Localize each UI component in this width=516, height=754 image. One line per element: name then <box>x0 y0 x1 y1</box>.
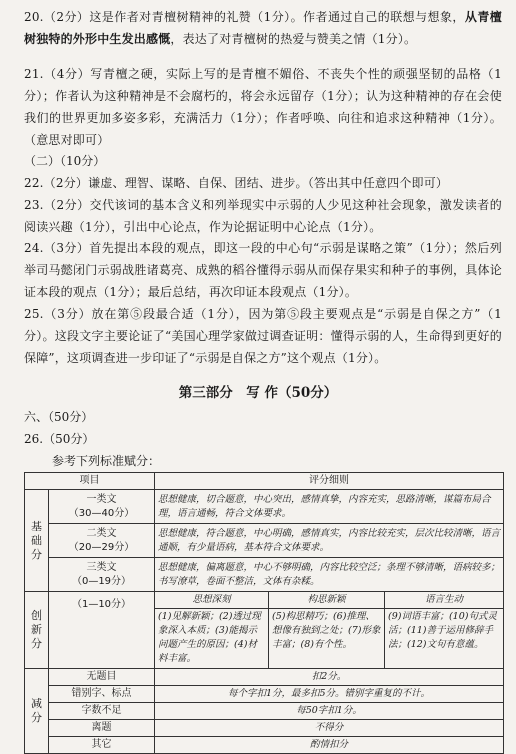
rubric-deduct-row <box>25 720 504 737</box>
creative-head: 思想深刻 <box>155 592 269 609</box>
answer-q20-head: 20.（2分）这是作者对青檀树精神的礼赞（1分）。作者通过自己的联想与想象， <box>24 10 465 24</box>
rubric-deduct-row <box>25 737 504 754</box>
deduct-rule: 每50字扣1分。 <box>155 703 504 720</box>
question-26: 26.（50分） <box>24 432 95 446</box>
rubric-deduct-label: 减分 <box>25 669 49 754</box>
answer-q22: 22.（2分）谦虚、理智、谋略、自保、团结、进步。（答出其中任意四个即可） <box>24 176 449 190</box>
rubric-creative-head-row <box>25 592 504 609</box>
answer-q21: 21.（4分）写青檀之硬，实际上写的是青檀不媚俗、不丧失个性的顽强坚韧的品格（1分）；作者认为这种精神是不会腐朽的，将会永远留存（1分）；认为这种精神的存在会使我们的世界更加多姿多彩，充满活力（1分）；作者呼唤、向往和追求这种精神（1分）。（意思对即可） <box>24 67 502 147</box>
rubric-deduct-row <box>25 703 504 720</box>
answer-q24: 24.（3分）首先提出本段的观点，即这一段的中心句“示弱是谋略之策”（1分）；然后列举司马懿闭门示弱战胜诸葛亮、成熟的稻谷懂得示弱从而保存果实和种子的事例，具体论证本段的观点（1分）；最后总结，再次印证本段观点（1分）。 <box>24 241 502 299</box>
answer-q20 <box>24 6 502 50</box>
grade-detail: 思想健康，切合题意，中心突出，感情真挚，内容充实，思路清晰，谋篇布局合理，语言通畅，符合文体要求。 <box>155 490 504 524</box>
rubric-basic-label: 基础分 <box>25 490 49 592</box>
grade-range: （20—29分） <box>68 541 135 553</box>
rubric-grade-cell <box>49 490 155 524</box>
deduct-item: 字数不足 <box>49 703 155 720</box>
rubric-deduct-row <box>25 686 504 703</box>
rubric-grade-cell <box>49 558 155 592</box>
rubric-header-row <box>25 473 504 490</box>
answer-q23: 23.（2分）交代该词的基本含义和列举现实中示弱的人少见这种社会现象，激发读者的阅读兴趣（1分），引出中心论点，作为论据证明中心论点（1分）。 <box>24 198 502 234</box>
grade-range: （0—19分） <box>71 575 132 587</box>
answer-q25: 25.（3分）放在第⑤段最合适（1分），因为第⑤段主要观点是“示弱是自保之方”（1分）。这段文字主要论证了“美国心理学家做过调查证明：懂得示弱的人，生命得到更好的保障”，这项调查进一步印证了“示弱是自保之方”这个观点（1分）。 <box>24 307 502 365</box>
answer-q20-tail: ，表达了对青檀树的热爱与赞美之情（1分）。 <box>170 32 417 46</box>
rubric-basic-row <box>25 524 504 558</box>
grade-detail: 思想健康，偏离题意，中心不够明确，内容比较空泛；条理不够清晰，语病较多；书写潦草，卷面不整洁，文体有杂糅。 <box>155 558 504 592</box>
section-2-title: （二）（10分） <box>24 154 106 168</box>
grade-name: 一类文 <box>86 493 117 505</box>
rubric-intro: 参考下列标准赋分： <box>52 454 161 468</box>
rubric-basic-row <box>25 558 504 592</box>
rubric-creative-label: 创新分 <box>25 592 49 669</box>
deduct-rule: 扣2分。 <box>155 669 504 686</box>
answer-q20-bold: 从青檀树独特的外形中生发出感慨 <box>24 10 502 46</box>
creative-head: 构思新颖 <box>269 592 385 609</box>
grade-name: 三类文 <box>86 561 117 573</box>
deduct-rule: 不得分 <box>155 720 504 737</box>
grade-range: （30—40分） <box>68 507 135 519</box>
creative-item: (9)词语丰富；(10)句式灵活；(11)善于运用修辞手法；(12)文句有意蕴。 <box>385 609 504 669</box>
rubric-header-item: 项目 <box>25 473 155 490</box>
deduct-rule: 每个字扣1分，最多扣5分。错别字重复的不计。 <box>155 686 504 703</box>
grade-detail: 思想健康，符合题意，中心明确，感情真实，内容比较充实，层次比较清晰，语言通顺，有少量语病，基本符合文体要求。 <box>155 524 504 558</box>
grade-name: 二类文 <box>86 527 117 539</box>
section-6-title: 六、（50分） <box>24 410 94 424</box>
creative-item: (1)见解新颖；(2)透过现象深入本质；(3)能揭示问题产生的原因；(4)材料丰富。 <box>155 609 269 669</box>
deduct-item: 无题目 <box>49 669 155 686</box>
creative-head: 语言生动 <box>385 592 504 609</box>
rubric-deduct-row <box>25 669 504 686</box>
rubric-creative-range: （1—10分） <box>49 592 155 669</box>
rubric-grade-cell <box>49 524 155 558</box>
part3-title: 第三部分 写 作（50分） <box>178 385 338 401</box>
rubric-basic-row <box>25 490 504 524</box>
deduct-item: 离题 <box>49 720 155 737</box>
deduct-item: 其它 <box>49 737 155 754</box>
rubric-header-detail: 评分细则 <box>155 473 504 490</box>
deduct-item: 错别字、标点 <box>49 686 155 703</box>
deduct-rule: 酌情扣分 <box>155 737 504 754</box>
creative-item: (5)构思精巧；(6)推理、想像有独到之处；(7)形象丰富；(8)有个性。 <box>269 609 385 669</box>
